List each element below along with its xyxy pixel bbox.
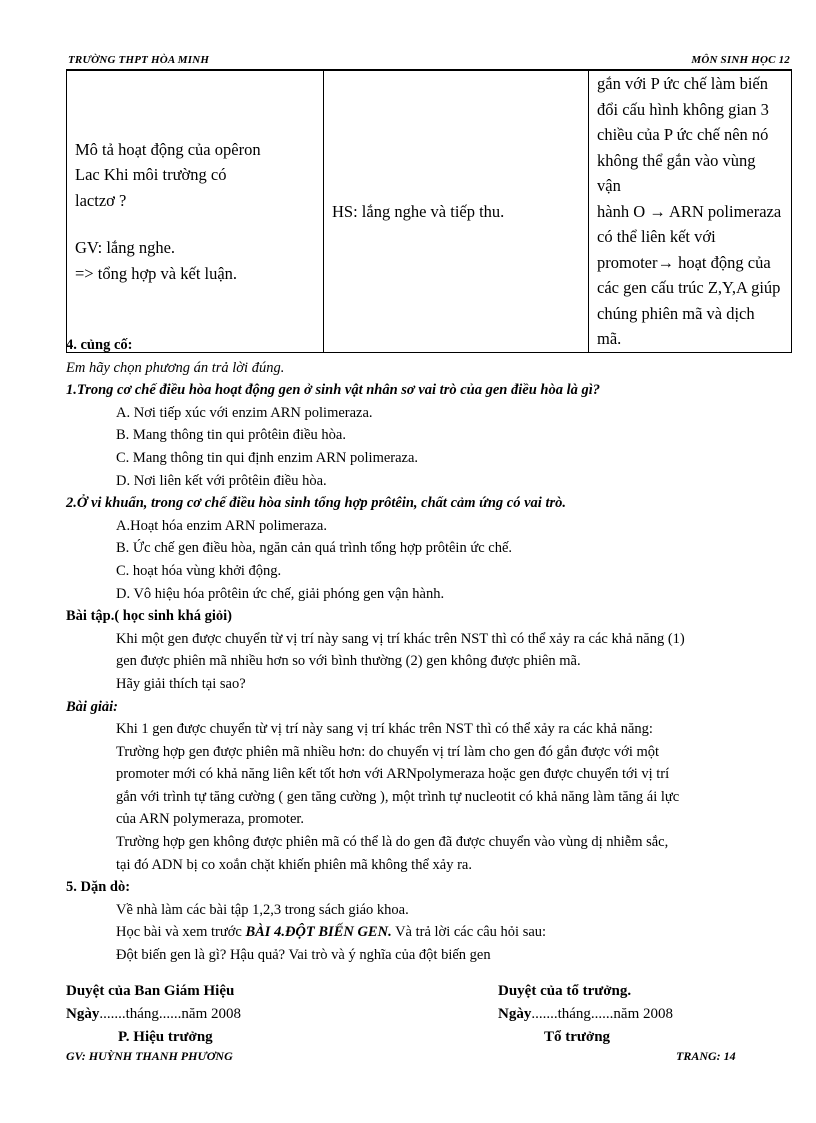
table-line: gắn với P ức chế làm biến <box>597 74 769 93</box>
student-activity-cell: HS: lắng nghe và tiếp thu. <box>324 71 589 353</box>
table-line: chúng phiên mã và dịch mã. <box>597 303 755 348</box>
approval-date <box>498 1003 673 1026</box>
table-line: hành O → ARN polimeraza <box>597 201 782 221</box>
date-blank: .......tháng......năm 2008 <box>99 1006 241 1022</box>
group-leader-approval <box>498 980 673 1049</box>
subject-name: MÔN SINH HỌC 12 <box>691 54 790 66</box>
solution-line: của ARN polymeraza, promoter. <box>116 811 305 828</box>
q2-option-b: B. Ức chế gen điều hòa, ngăn cản quá trình tổng hợp prôtêin ức chế. <box>116 540 513 557</box>
table-line: promoter→ hoạt động của <box>597 252 771 272</box>
table-line: Mô tả hoạt động của opêron <box>75 139 261 159</box>
date-label: Ngày <box>498 1006 532 1022</box>
homework-text: Học bài và xem trước <box>116 924 246 941</box>
table-line: Lac Khi môi trường có <box>75 165 227 184</box>
exercise-heading: Bài tập.( học sinh khá giỏi) <box>66 608 232 625</box>
date-label: Ngày <box>66 1006 100 1022</box>
q1-option-a: A. Nơi tiếp xúc với enzim ARN polimeraza. <box>116 404 373 421</box>
school-name: TRƯỜNG THPT HÒA MINH <box>68 54 210 66</box>
exercise-line: Khi một gen được chuyển từ vị trí này sang vị trí khác trên NST thì có thể xảy ra các khả năng (1) <box>116 630 685 647</box>
table-row <box>67 71 792 353</box>
teacher-name: GV: HUỲNH THANH PHƯƠNG <box>66 1049 233 1063</box>
lesson-4-title: BÀI 4.ĐỘT BIẾN GEN. <box>245 924 392 941</box>
lesson-body <box>66 334 796 967</box>
content-cell <box>589 71 792 353</box>
homework-heading: 5. Dặn dò: <box>66 879 131 896</box>
table-line: đổi cấu hình không gian 3 <box>597 99 769 119</box>
approver-role: P. Hiệu trưởng <box>118 1029 213 1045</box>
question-1: 1.Trong cơ chế điều hòa hoạt động gen ở sinh vật nhân sơ vai trò của gen điều hòa là gì? <box>66 382 601 399</box>
homework-line: Đột biến gen là gì? Hậu quả? Vai trò và ý nghĩa của đột biến gen <box>116 947 491 964</box>
principal-approval <box>66 980 241 1049</box>
solution-line: tại đó ADN bị co xoắn chặt khiến phiên mã không thể xảy ra. <box>116 856 472 873</box>
q2-option-c: C. hoạt hóa vùng khởi động. <box>116 562 282 579</box>
exercise-line: gen được phiên mã nhiều hơn so với bình thường (2) gen không được phiên mã. <box>116 653 581 670</box>
instruction-text: Em hãy chọn phương án trả lời đúng. <box>66 359 285 376</box>
table-line: => tổng hợp và kết luận. <box>75 263 238 283</box>
solution-line: promoter mới có khả năng liên kết tốt hơn với ARNpolymeraza hoặc gen được chuyển tới vị trí <box>116 766 670 783</box>
solution-line: Trường hợp gen được phiên mã nhiều hơn: do chuyển vị trí làm cho gen đó gắn được với một <box>116 743 660 760</box>
table-line: GV: lắng nghe. <box>75 238 176 257</box>
table-line: các gen cấu trúc Z,Y,A giúp <box>597 278 781 297</box>
lesson-activity-table <box>66 70 792 353</box>
question-2: 2.Ở vi khuẩn, trong cơ chế điều hòa sinh tổng hợp prôtêin, chất cảm ứng có vai trò. <box>66 495 566 512</box>
approval-title: Duyệt của Ban Giám Hiệu <box>66 983 235 999</box>
solution-line: Trường hợp gen không được phiên mã có thể là do gen đã được chuyển vào vùng dị nhiễm sắc, <box>116 834 669 851</box>
exercise-line: Hãy giải thích tại sao? <box>116 675 246 692</box>
solution-heading: Bài giải: <box>66 698 118 715</box>
q2-option-d: D. Vô hiệu hóa prôtêin ức chế, giải phóng gen vận hành. <box>116 585 445 602</box>
table-line: không thể gắn vào vùng vận <box>597 150 756 195</box>
approver-role: Tổ trưởng <box>544 1029 611 1045</box>
consolidation-heading: 4. củng cố: <box>66 337 133 353</box>
homework-line <box>66 921 796 944</box>
approval-date <box>66 1003 241 1026</box>
date-blank: .......tháng......năm 2008 <box>531 1006 673 1022</box>
q1-option-c: C. Mang thông tin qui định enzim ARN polimeraza. <box>116 449 419 466</box>
page-number: TRANG: 14 <box>676 1049 736 1063</box>
table-line: chiều của P ức chế nên nó <box>597 125 769 144</box>
homework-line: Về nhà làm các bài tập 1,2,3 trong sách giáo khoa. <box>116 901 409 918</box>
solution-line: Khi 1 gen được chuyển từ vị trí này sang vị trí khác trên NST thì có thể xảy ra các khả năng: <box>116 721 653 738</box>
q2-option-a: A.Hoạt hóa enzim ARN polimeraza. <box>116 517 327 534</box>
q1-option-b: B. Mang thông tin qui prôtêin điều hòa. <box>116 427 346 444</box>
homework-text: Và trả lời các câu hỏi sau: <box>391 924 547 941</box>
teacher-activity-cell <box>67 71 324 353</box>
table-line: có thể liên kết với <box>597 227 716 246</box>
table-line: lactzơ ? <box>75 190 127 210</box>
solution-line: gắn với trình tự tăng cường ( gen tăng cường ), một trình tự nucleotit có khả năng làm tăng ái lực <box>116 788 680 805</box>
approval-title: Duyệt của tổ trưởng. <box>498 983 632 999</box>
q1-option-d: D. Nơi liên kết với prôtêin điều hòa. <box>116 472 327 489</box>
